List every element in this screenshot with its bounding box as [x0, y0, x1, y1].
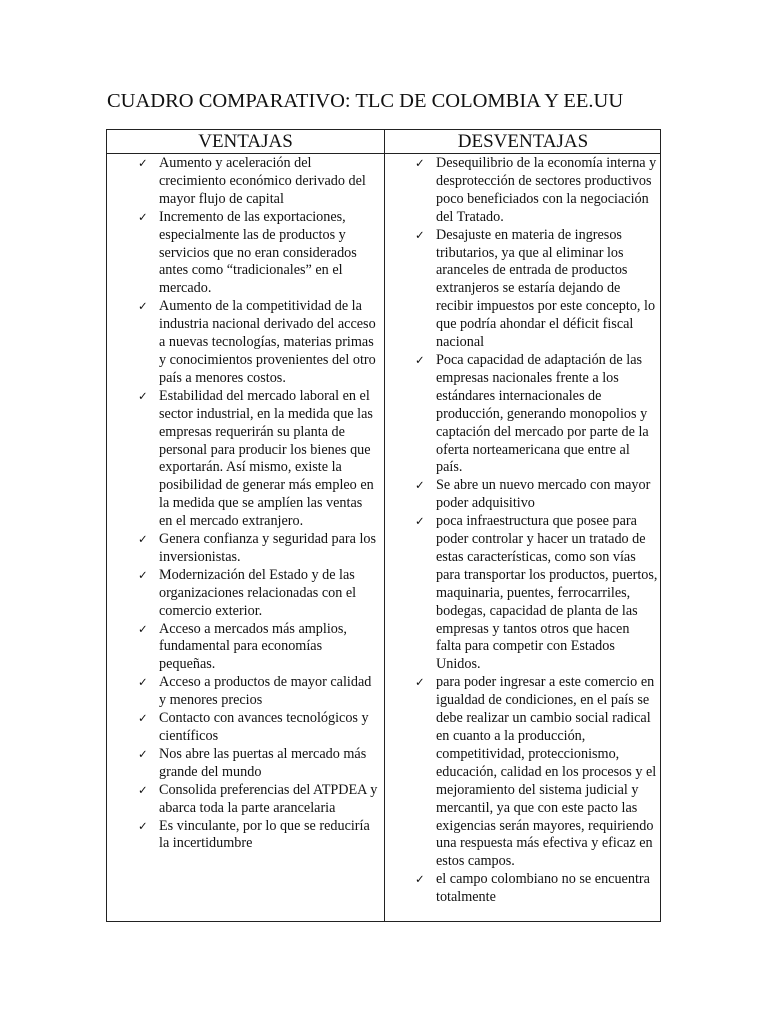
checkmark-icon: ✓ [415, 872, 425, 887]
ventajas-item [138, 781, 379, 818]
ventajas-item-text: Acceso a mercados más amplios, fundamental para economías pequeñas. [159, 620, 347, 673]
ventajas-list [138, 155, 379, 853]
checkmark-icon: ✓ [138, 621, 148, 636]
ventajas-item [138, 817, 379, 854]
desventajas-item [415, 351, 658, 477]
ventajas-item [138, 155, 379, 209]
checkmark-icon: ✓ [138, 299, 148, 314]
checkmark-icon: ✓ [415, 514, 425, 529]
ventajas-item-text: Consolida preferencias del ATPDEA y abarca toda la parte arancelaria [159, 781, 378, 816]
ventajas-item [138, 298, 379, 388]
ventajas-item-text: Incremento de las exportaciones, especialmente las de productos y servicios que no eran considerados antes como “tradicionales” en el mercado. [159, 208, 357, 297]
desventajas-item [415, 155, 658, 227]
checkmark-icon: ✓ [138, 711, 148, 726]
ventajas-item [138, 566, 379, 621]
checkmark-icon: ✓ [138, 782, 148, 797]
desventajas-item-text: poca infraestructura que posee para poder controlar y hacer un tratado de estas características, como son vías para transportar los productos, puertos, maquinaria, puentes, ferrocarriles, bodegas, capacidad de planta de las empresas y tantos otros que hacen falta para competir con Estados Unidos. [436, 513, 658, 673]
ventajas-item-text: Nos abre las puertas al mercado más grande del mundo [159, 745, 367, 780]
ventajas-item [138, 531, 379, 567]
ventajas-item-text: Aumento de la competitividad de la industria nacional derivado del acceso a nuevas tecnologías, materias primas y conocimientos provenientes del otro país a menores costos. [159, 298, 376, 386]
ventajas-item [138, 745, 379, 782]
checkmark-icon: ✓ [138, 675, 148, 690]
header-desventajas: DESVENTAJAS [457, 131, 589, 152]
desventajas-item [415, 226, 658, 352]
checkmark-icon: ✓ [138, 388, 148, 403]
desventajas-list [415, 155, 658, 907]
desventajas-item [415, 513, 658, 674]
ventajas-item-text: Acceso a productos de mayor calidad y menores precios [159, 674, 372, 709]
checkmark-icon: ✓ [138, 156, 148, 170]
header-ventajas: VENTAJAS [198, 131, 293, 152]
ventajas-item [138, 208, 379, 299]
checkmark-icon: ✓ [415, 478, 425, 493]
comparison-table [106, 129, 661, 922]
ventajas-item-text: Contacto con avances tecnológicos y científicos [159, 710, 369, 744]
desventajas-item-text: Desequilibrio de la economía interna y desprotección de sectores productivos poco beneficiados con la negociación del Tratado. [436, 155, 657, 225]
checkmark-icon: ✓ [138, 209, 148, 224]
desventajas-item-text: Poca capacidad de adaptación de las empresas nacionales frente a los estándares internacionales de producción, generando monopolios y captación del mercado por parte de la oferta norteamericana que entre al país. [436, 351, 649, 476]
desventajas-item-text: Se abre un nuevo mercado con mayor poder adquisitivo [436, 477, 651, 512]
ventajas-item [138, 387, 379, 531]
checkmark-icon: ✓ [138, 746, 148, 761]
checkmark-icon: ✓ [138, 567, 148, 582]
checkmark-icon: ✓ [415, 156, 425, 170]
column-divider [384, 130, 385, 921]
ventajas-item-text: Genera confianza y seguridad para los inversionistas. [159, 531, 377, 565]
ventajas-item-text: Modernización del Estado y de las organizaciones relacionadas con el comercio exterior. [159, 566, 357, 619]
desventajas-item-text: Desajuste en materia de ingresos tributarios, ya que al eliminar los aranceles de entrada de productos extranjeros se estaría dejando de recibir impuestos por este concepto, lo que podría ahondar el déficit fiscal nacional [436, 226, 656, 351]
desventajas-item [415, 871, 658, 907]
ventajas-item-text: Es vinculante, por lo que se reduciría la incertidumbre [159, 817, 370, 852]
checkmark-icon: ✓ [138, 532, 148, 547]
desventajas-item [415, 674, 658, 871]
ventajas-item [138, 674, 379, 710]
checkmark-icon: ✓ [415, 675, 425, 690]
desventajas-item [415, 477, 658, 513]
ventajas-item-text: Estabilidad del mercado laboral en el sector industrial, en la medida que las empresas requerirán su planta de personal para producir los bienes que exportarán. Así mismo, existe la posibilidad de generar más empleo en la medida que se amplíen las ventas en el mercado extranjero. [159, 387, 374, 530]
desventajas-item-text: el campo colombiano no se encuentra totalmente [436, 871, 650, 906]
checkmark-icon: ✓ [415, 352, 425, 367]
desventajas-item-text: para poder ingresar a este comercio en igualdad de condiciones, en el país se debe realizar un cambio social radical en cuanto a la producción, competitividad, proteccionismo, educación, calidad en los procesos y el mejoramiento del sistema judicial y mercantil, ya que con este pacto las exigencias serán mayores, requiriendo una respuesta más efectiva y eficaz en estos campos. [436, 674, 657, 870]
checkmark-icon: ✓ [138, 818, 148, 833]
ventajas-item [138, 620, 379, 675]
checkmark-icon: ✓ [415, 227, 425, 242]
header-divider [107, 153, 660, 154]
ventajas-item-text: Aumento y aceleración del crecimiento económico derivado del mayor flujo de capital [159, 155, 366, 207]
document-title: CUADRO COMPARATIVO: TLC DE COLOMBIA Y EE.UU [107, 90, 624, 112]
ventajas-item [138, 710, 379, 746]
